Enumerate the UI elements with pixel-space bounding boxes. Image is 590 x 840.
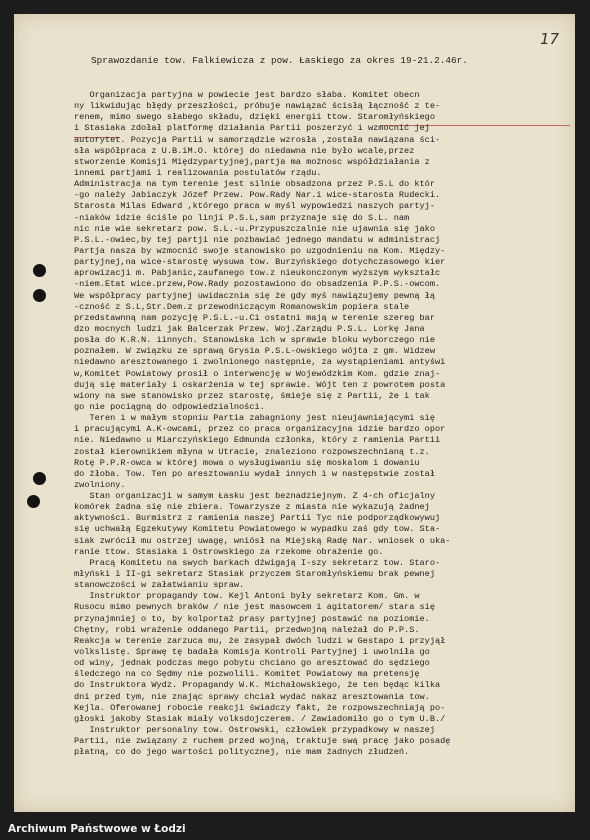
text-line: -niem.Etat wice.przew,Pow.Rady pozostawiono do obsadzenia P.P.S.-owcom.: [74, 279, 441, 290]
text-line: do żłoba. Tow. Ten po aresztowaniu wydał innych i w następstwie został: [74, 468, 435, 479]
text-line: wiony na swe stanowisko przez starostę, śmieje się z Partii, że i tak: [74, 390, 430, 401]
text-line: w,Komitet Powiatowy prosił o interwencję w Wojewódzkim Kom. gdzie znaj-: [74, 368, 441, 379]
page-number: 17: [540, 30, 560, 48]
text-line: głoski jakoby Stasiak miały volksdojczerem. / Zawiadomiło go o tym U.B./: [74, 713, 446, 724]
text-line: Organizacja partyjna w powiecie jest bardzo słaba. Komitet obecn: [74, 90, 420, 100]
text-line: przynajmniej o to, by kolportaż prasy partyjnej postawić na poziomie.: [74, 613, 430, 624]
text-line: go nie pociągną do odpowiedzialności.: [74, 401, 265, 412]
text-line: śledczego na co Sędmy nie pozwolili. Komitet Powiatowy ma pretensję: [74, 669, 420, 680]
text-line: ranie ttow. Stasiaka i Ostrowskiego za rzekome obrażenie go.: [74, 546, 384, 557]
text-line: zwolniony.: [74, 479, 126, 490]
text-line: Chętny, robi wrażenie oddanego Partii, przedwojną należał do P.P.S.: [74, 624, 420, 635]
text-line: młyński i II-gi sekretarz Stasiak przyczem Staromłyńskiemu brak pewnej: [74, 569, 435, 580]
text-line: i pracującymi A.K-owcami, przez co praca organizacyjna idzie bardzo opor: [74, 424, 446, 435]
text-line: stanowczości w załatwianiu spraw.: [74, 580, 245, 591]
text-line: komórek żadna się nie zbiera. Towarzysze z miasta nie wykazują żadnej: [74, 502, 430, 513]
text-line: nie. Niedawno u Miarczyńskiego Edmunda członka, który z ramienia Partii: [74, 435, 441, 446]
text-line: od winy, jednak podczas mego pobytu chciano go aresztować do sędziego: [74, 658, 430, 669]
text-line: i Stasiaka zdołał platformę działania Partii poszerzyć i wzmocnić jej: [74, 123, 430, 134]
text-line: Kejla. Oferowanej robocie reakcji świadczy fakt, że rozpowszechniają po-: [74, 702, 446, 713]
text-line: autorytet. Pozycja Partii w samorządzie wzrosła ,została nawiązana ści-: [74, 134, 441, 145]
text-line: Teren i w małym stopniu Partia zabagniony jest nieujawniającymi się: [74, 413, 435, 424]
text-line: posła do K.R.N. iinnych. Stanowiska ich w sprawie bloku wyborczego nie: [74, 335, 435, 346]
punch-hole: [33, 472, 46, 485]
text-line: Partja nasza by wzmocnić swoje stanowisko po uzgodnieniu na Kom. Między-: [74, 245, 446, 256]
punch-hole: [33, 264, 46, 277]
text-line: sła współpraca z U.B.iM.O. której do niedawna nie było wcale,przez: [74, 145, 415, 156]
text-line: ny likwidując błędy przeszłości, próbuje nawiązać ścisłą łączność z te-: [74, 101, 441, 112]
text-line: przedstawnną nam pozycję P.S.L.-u.Ci ostatni mają w terenie szereg bar: [74, 312, 435, 323]
text-line: renem, mimo swego słabego składu, dzięki energii ttow. Staromłyńskiego: [74, 112, 435, 123]
text-line: P.S.L.-owiec,by tej partji nie pozbawiać jednego mandatu w administracj: [74, 234, 441, 245]
text-line: niedawno aresztowanego i zwolnionego następnie, za wystąpieniami antyświ: [74, 357, 446, 368]
text-line: się uchwałą Egzekutywy Komitetu Powiatowego w wypadku zaś gdy tow. Sta-: [74, 524, 441, 535]
text-line: -czność z S.L,Str.Dem.z przewodniczącym Romanowskim popiera stale: [74, 301, 410, 312]
punch-hole: [27, 495, 40, 508]
text-line: poznałem. W związku ze sprawą Grysia P.S.L-owskiego wójta z gm. Widzew: [74, 346, 435, 357]
text-line: Stan organizacji w samym Łasku jest beznadziejnym. Z 4-ch oficjalny: [74, 491, 435, 502]
text-line: dzo mocnych ludzi jak Balcerzak Przew. Woj.Zarządu P.S.L. Lorkę Jana: [74, 323, 425, 334]
text-line: dują się materiały i oskarżenia w tej sprawie. Wójt ten z powrotem posta: [74, 379, 446, 390]
text-line: Rotę P.P.R-owca w której mowa o wysługiwaniu się moskalom i dowaniu: [74, 457, 420, 468]
text-line: siak zwrócił mu ostrzej uwagę, wniósł na Miejską Radę Nar. wniosek o uka-: [74, 535, 451, 546]
text-line: Rusocu mimo pewnych braków / nie jest masowcem i agitatorem/ stara się: [74, 602, 435, 613]
document-heading: Sprawozdanie tow. Falkiewicza z pow. Łaskiego za okres 19-21.2.46r.: [91, 55, 468, 66]
text-line: -niaków idzie ściśle po linji P.S.L,sam przyznaje się do S.L. nam: [74, 212, 410, 223]
text-line: stworzenie Komisji Międzypartyjnej,partja ma możnosc współdziałania z: [74, 156, 430, 167]
text-line: -go należy Jabiaczyk Józef Przew. Pow.Rady Nar.i wice-starosta Rudecki.: [74, 190, 441, 201]
document-body: [74, 90, 572, 758]
punch-hole: [33, 289, 46, 302]
text-line: aktywności. Burmistrz z ramienia naszej Partii Tyc nie podporządkowywuj: [74, 513, 441, 524]
text-line: partyjnej,na wice-starostę wysuwa tow. Burzyńskiego dotychczasowego kier: [74, 257, 446, 268]
text-line: innemi partjami i realizowania postulatów rządu.: [74, 167, 322, 178]
text-line: Reakcja w terenie zarzuca mu, że zasypał dwóch ludzi w Gestapo i przyjął: [74, 635, 446, 646]
archive-name: Archiwum Państwowe w Łodzi: [8, 823, 186, 835]
text-line: płatną, co do jego wartości politycznej, nie mam żadnych złudzeń.: [74, 747, 410, 758]
text-line: volkslistę. Sprawę tę badała Komisja Kontroli Partyjnej i uwolniła go: [74, 647, 430, 658]
text-line: Administracja na tym terenie jest silnie obsadzona przez P.S.L do któr: [74, 179, 435, 190]
text-line: aprowizacji m. Pabjanic,zaufanego tow.z nieukonczonym wyższym wykształc: [74, 268, 441, 279]
text-line: dni przed tym, nie znając sprawy chciał wydać nakaz aresztowania tow.: [74, 691, 430, 702]
text-line: do Instruktora Wydz. Propagandy W.K. Michałowskiego, że ten będąc kilka: [74, 680, 441, 691]
text-line: Partii, nie związany z ruchem przed wojną, traktuje swą pracę jako posadę: [74, 736, 451, 747]
text-line: We współpracy partyjnej uwidacznia się że gdy myś nawiązujemy pewną łą: [74, 290, 435, 301]
text-line: Instruktor propagandy tow. Kejl Antoni były sekretarz Kom. Gm. w: [74, 591, 420, 602]
text-line: Instruktor personalny tow. Ostrowski, człowiek przypadkowy w naszej: [74, 725, 435, 736]
text-line: nic nie wie sekretarz pow. S.L.-u.Przypuszczalnie nie ujawnia się jako: [74, 223, 435, 234]
text-line: Starosta Milas Edward ,którego praca w myśl wypowiedzi naszych partyj-: [74, 201, 435, 212]
text-line: Pracą Komitetu na swych barkach dźwigają I-szy sekretarz tow. Staro-: [74, 557, 441, 568]
text-line: został kierownikiem młyna w Utracie, znaleziono rozpowszechnianą t.z.: [74, 446, 430, 457]
